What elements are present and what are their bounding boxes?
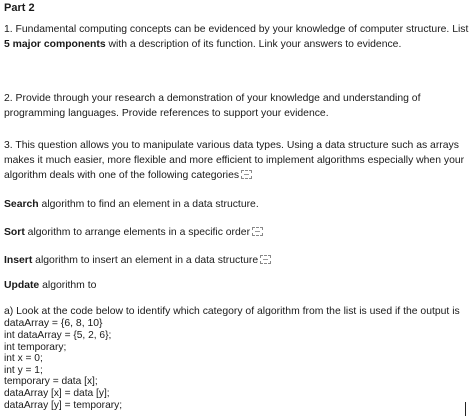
category-description: algorithm to bbox=[39, 280, 97, 291]
question-3 bbox=[4, 138, 470, 184]
section-break-icon bbox=[241, 170, 252, 179]
question-1-text-start: 1. Fundamental computing concepts can be evidenced by your knowledge of computer structure. List bbox=[4, 24, 469, 35]
category-description: algorithm to arrange elements in a specific order bbox=[24, 227, 251, 238]
code-block bbox=[4, 330, 122, 411]
question-1-bold-text: 5 major components bbox=[4, 39, 106, 51]
question-3-text: 3. This question allows you to manipulate various data types. Using a data structure such as arrays makes it much easier, more flexible and more efficient to implement algorithms especially when your algorithm deals with one of the following categories bbox=[4, 140, 465, 182]
category-update bbox=[4, 278, 470, 293]
category-description: algorithm to insert an element in a data structure bbox=[32, 255, 259, 266]
code-line: dataArray [y] = temporary; bbox=[4, 399, 123, 411]
code-line: dataArray [x] = data [y]; bbox=[4, 387, 110, 399]
category-description: algorithm to find an element in a data structure. bbox=[38, 199, 259, 210]
question-1-text-end: with a description of its function. Link your answers to evidence. bbox=[105, 39, 402, 51]
section-break-icon bbox=[260, 255, 271, 264]
part-title: Part 2 bbox=[4, 2, 35, 14]
category-insert bbox=[4, 253, 470, 268]
question-1 bbox=[4, 22, 470, 52]
question-2: 2. Provide through your research a demonstration of your knowledge and understanding of programming languages. Provide references to support your evidence. bbox=[4, 93, 421, 120]
category-search bbox=[4, 197, 470, 212]
code-line: int temporary; bbox=[4, 341, 67, 353]
category-name: Sort bbox=[4, 227, 25, 238]
code-line: temporary = data [x]; bbox=[4, 376, 98, 388]
code-line: int dataArray = {5, 2, 6}; bbox=[4, 330, 112, 341]
section-break-icon bbox=[252, 227, 263, 236]
category-sort bbox=[4, 225, 470, 240]
category-name: Update bbox=[4, 280, 40, 291]
code-line: int x = 0; bbox=[4, 353, 43, 365]
question-a: a) Look at the code below to identify which category of algorithm from the list is used if the output is dataArray = {6, 8, 10} bbox=[4, 306, 460, 329]
category-name: Insert bbox=[4, 255, 33, 266]
text-cursor bbox=[465, 402, 466, 416]
category-name: Search bbox=[4, 199, 39, 210]
code-line: int y = 1; bbox=[4, 364, 43, 376]
